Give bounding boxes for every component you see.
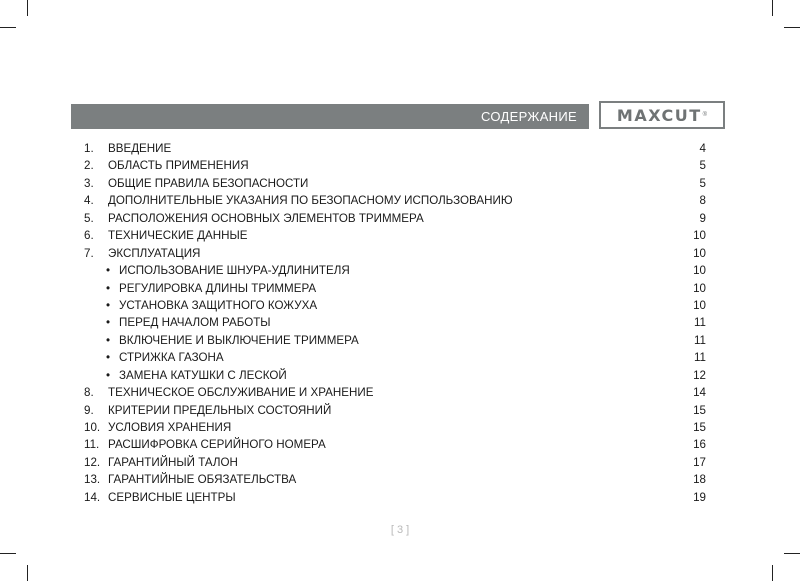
toc-item-page: 10 — [693, 264, 706, 278]
toc-subitem[interactable] — [84, 280, 706, 297]
bullet-icon: • — [106, 281, 111, 295]
crop-mark — [27, 0, 28, 16]
table-of-contents — [84, 140, 706, 506]
toc-item-label: ЭКСПЛУАТАЦИЯ — [108, 246, 201, 260]
toc-item-label: ЗАМЕНА КАТУШКИ С ЛЕСКОЙ — [119, 368, 287, 382]
toc-item[interactable] — [84, 454, 706, 471]
toc-item[interactable] — [84, 436, 706, 453]
toc-item-page: 17 — [693, 455, 706, 469]
crop-mark — [772, 565, 773, 581]
toc-item-label: ИСПОЛЬЗОВАНИЕ ШНУРА-УДЛИНИТЕЛЯ — [119, 264, 350, 278]
crop-mark — [0, 553, 16, 554]
toc-item-number: 5. — [84, 211, 94, 225]
toc-item[interactable] — [84, 175, 706, 192]
toc-item-page: 10 — [693, 246, 706, 260]
registered-mark: ® — [702, 112, 708, 118]
crop-mark — [0, 27, 16, 28]
toc-item-label: УСЛОВИЯ ХРАНЕНИЯ — [108, 421, 232, 434]
toc-item-number: 11. — [84, 438, 100, 452]
toc-item[interactable] — [84, 489, 706, 506]
bullet-icon: • — [106, 264, 111, 278]
toc-item-label: ПЕРЕД НАЧАЛОМ РАБОТЫ — [119, 316, 271, 330]
toc-item-number: 9. — [84, 403, 94, 417]
toc-item[interactable] — [84, 245, 706, 262]
toc-item[interactable] — [84, 192, 706, 209]
toc-item-label: ГАРАНТИЙНЫЕ ОБЯЗАТЕЛЬСТВА — [108, 473, 297, 487]
page-title: СОДЕРЖАНИЕ — [480, 109, 577, 124]
toc-item-page: 18 — [693, 473, 706, 487]
toc-item-page: 10 — [693, 229, 706, 243]
toc-item-label: ВКЛЮЧЕНИЕ И ВЫКЛЮЧЕНИЕ ТРИММЕРА — [119, 333, 359, 347]
toc-item-page: 11 — [693, 316, 706, 330]
toc-item-page: 16 — [693, 438, 706, 452]
toc-item[interactable] — [84, 227, 706, 244]
toc-item-page: 10 — [693, 298, 706, 312]
header-bar — [71, 104, 589, 129]
toc-item-number: 4. — [84, 194, 94, 208]
toc-item-page: 12 — [693, 368, 706, 382]
toc-subitem[interactable] — [84, 262, 706, 279]
toc-item-label: ДОПОЛНИТЕЛЬНЫЕ УКАЗАНИЯ ПО БЕЗОПАСНОМУ ИСПОЛЬЗОВАНИЮ — [108, 194, 513, 208]
brand-logo-text: MAXCUT — [616, 105, 702, 125]
toc-item-number: 7. — [84, 246, 94, 260]
toc-item-label: РЕГУЛИРОВКА ДЛИНЫ ТРИММЕРА — [119, 281, 317, 295]
toc-item-number: 13. — [84, 473, 101, 487]
bullet-icon: • — [106, 316, 111, 330]
toc-item[interactable] — [84, 419, 706, 436]
toc-item[interactable] — [84, 384, 706, 401]
toc-item-label: СЕРВИСНЫЕ ЦЕНТРЫ — [108, 490, 236, 504]
toc-item-page: 19 — [693, 490, 706, 504]
bullet-icon: • — [106, 351, 111, 365]
toc-subitem[interactable] — [84, 349, 706, 366]
page-number: [ 3 ] — [390, 524, 410, 536]
toc-item[interactable] — [84, 210, 706, 227]
toc-item-page: 11 — [693, 351, 706, 365]
toc-item-label: УСТАНОВКА ЗАЩИТНОГО КОЖУХА — [119, 298, 318, 312]
toc-item-number: 14. — [84, 490, 101, 504]
bullet-icon: • — [106, 333, 111, 347]
toc-subitem[interactable] — [84, 367, 706, 384]
toc-item-label: ТЕХНИЧЕСКИЕ ДАННЫЕ — [108, 229, 248, 243]
toc-item-number: 2. — [84, 159, 94, 173]
toc-item-number: 12. — [84, 455, 101, 469]
toc-item-page: 8 — [699, 194, 706, 208]
toc-item[interactable] — [84, 402, 706, 419]
toc-item-label: ОБЩИЕ ПРАВИЛА БЕЗОПАСНОСТИ — [108, 176, 309, 190]
toc-subitem[interactable] — [84, 297, 706, 314]
toc-item-number: 3. — [84, 176, 94, 190]
crop-mark — [27, 565, 28, 581]
toc-item-label: РАСПОЛОЖЕНИЯ ОСНОВНЫХ ЭЛЕМЕНТОВ ТРИММЕРА — [108, 211, 424, 225]
toc-item-label: КРИТЕРИИ ПРЕДЕЛЬНЫХ СОСТОЯНИЙ — [108, 403, 332, 417]
toc-item-label: РАСШИФРОВКА СЕРИЙНОГО НОМЕРА — [108, 438, 326, 452]
toc-item[interactable] — [84, 140, 706, 157]
toc-item-page: 11 — [693, 333, 706, 347]
toc-item-label: ОБЛАСТЬ ПРИМЕНЕНИЯ — [108, 159, 249, 173]
toc-item-number: 1. — [84, 142, 94, 155]
toc-subitem[interactable] — [84, 314, 706, 331]
toc-item-page: 4 — [699, 142, 706, 155]
toc-item[interactable] — [84, 471, 706, 488]
toc-item-page: 15 — [693, 421, 706, 434]
toc-item[interactable] — [84, 157, 706, 174]
toc-item-page: 9 — [699, 211, 706, 225]
toc-item-page: 14 — [693, 386, 706, 400]
toc-item-page: 5 — [699, 159, 706, 173]
bullet-icon: • — [106, 368, 111, 382]
toc-item-page: 15 — [693, 403, 706, 417]
toc-subitem[interactable] — [84, 332, 706, 349]
toc-item-number: 10. — [84, 421, 101, 434]
crop-mark — [784, 553, 800, 554]
toc-item-page: 10 — [693, 281, 706, 295]
toc-item-number: 8. — [84, 386, 94, 400]
crop-mark — [772, 0, 773, 16]
bullet-icon: • — [106, 298, 111, 312]
toc-item-page: 5 — [699, 176, 706, 190]
toc-item-label: СТРИЖКА ГАЗОНА — [119, 351, 224, 365]
brand-logo — [599, 101, 725, 129]
crop-mark — [784, 27, 800, 28]
toc-item-label: ГАРАНТИЙНЫЙ ТАЛОН — [108, 455, 238, 469]
toc-item-label: ТЕХНИЧЕСКОЕ ОБСЛУЖИВАНИЕ И ХРАНЕНИЕ — [108, 386, 374, 400]
toc-item-number: 6. — [84, 229, 94, 243]
toc-item-label: ВВЕДЕНИЕ — [108, 142, 172, 155]
